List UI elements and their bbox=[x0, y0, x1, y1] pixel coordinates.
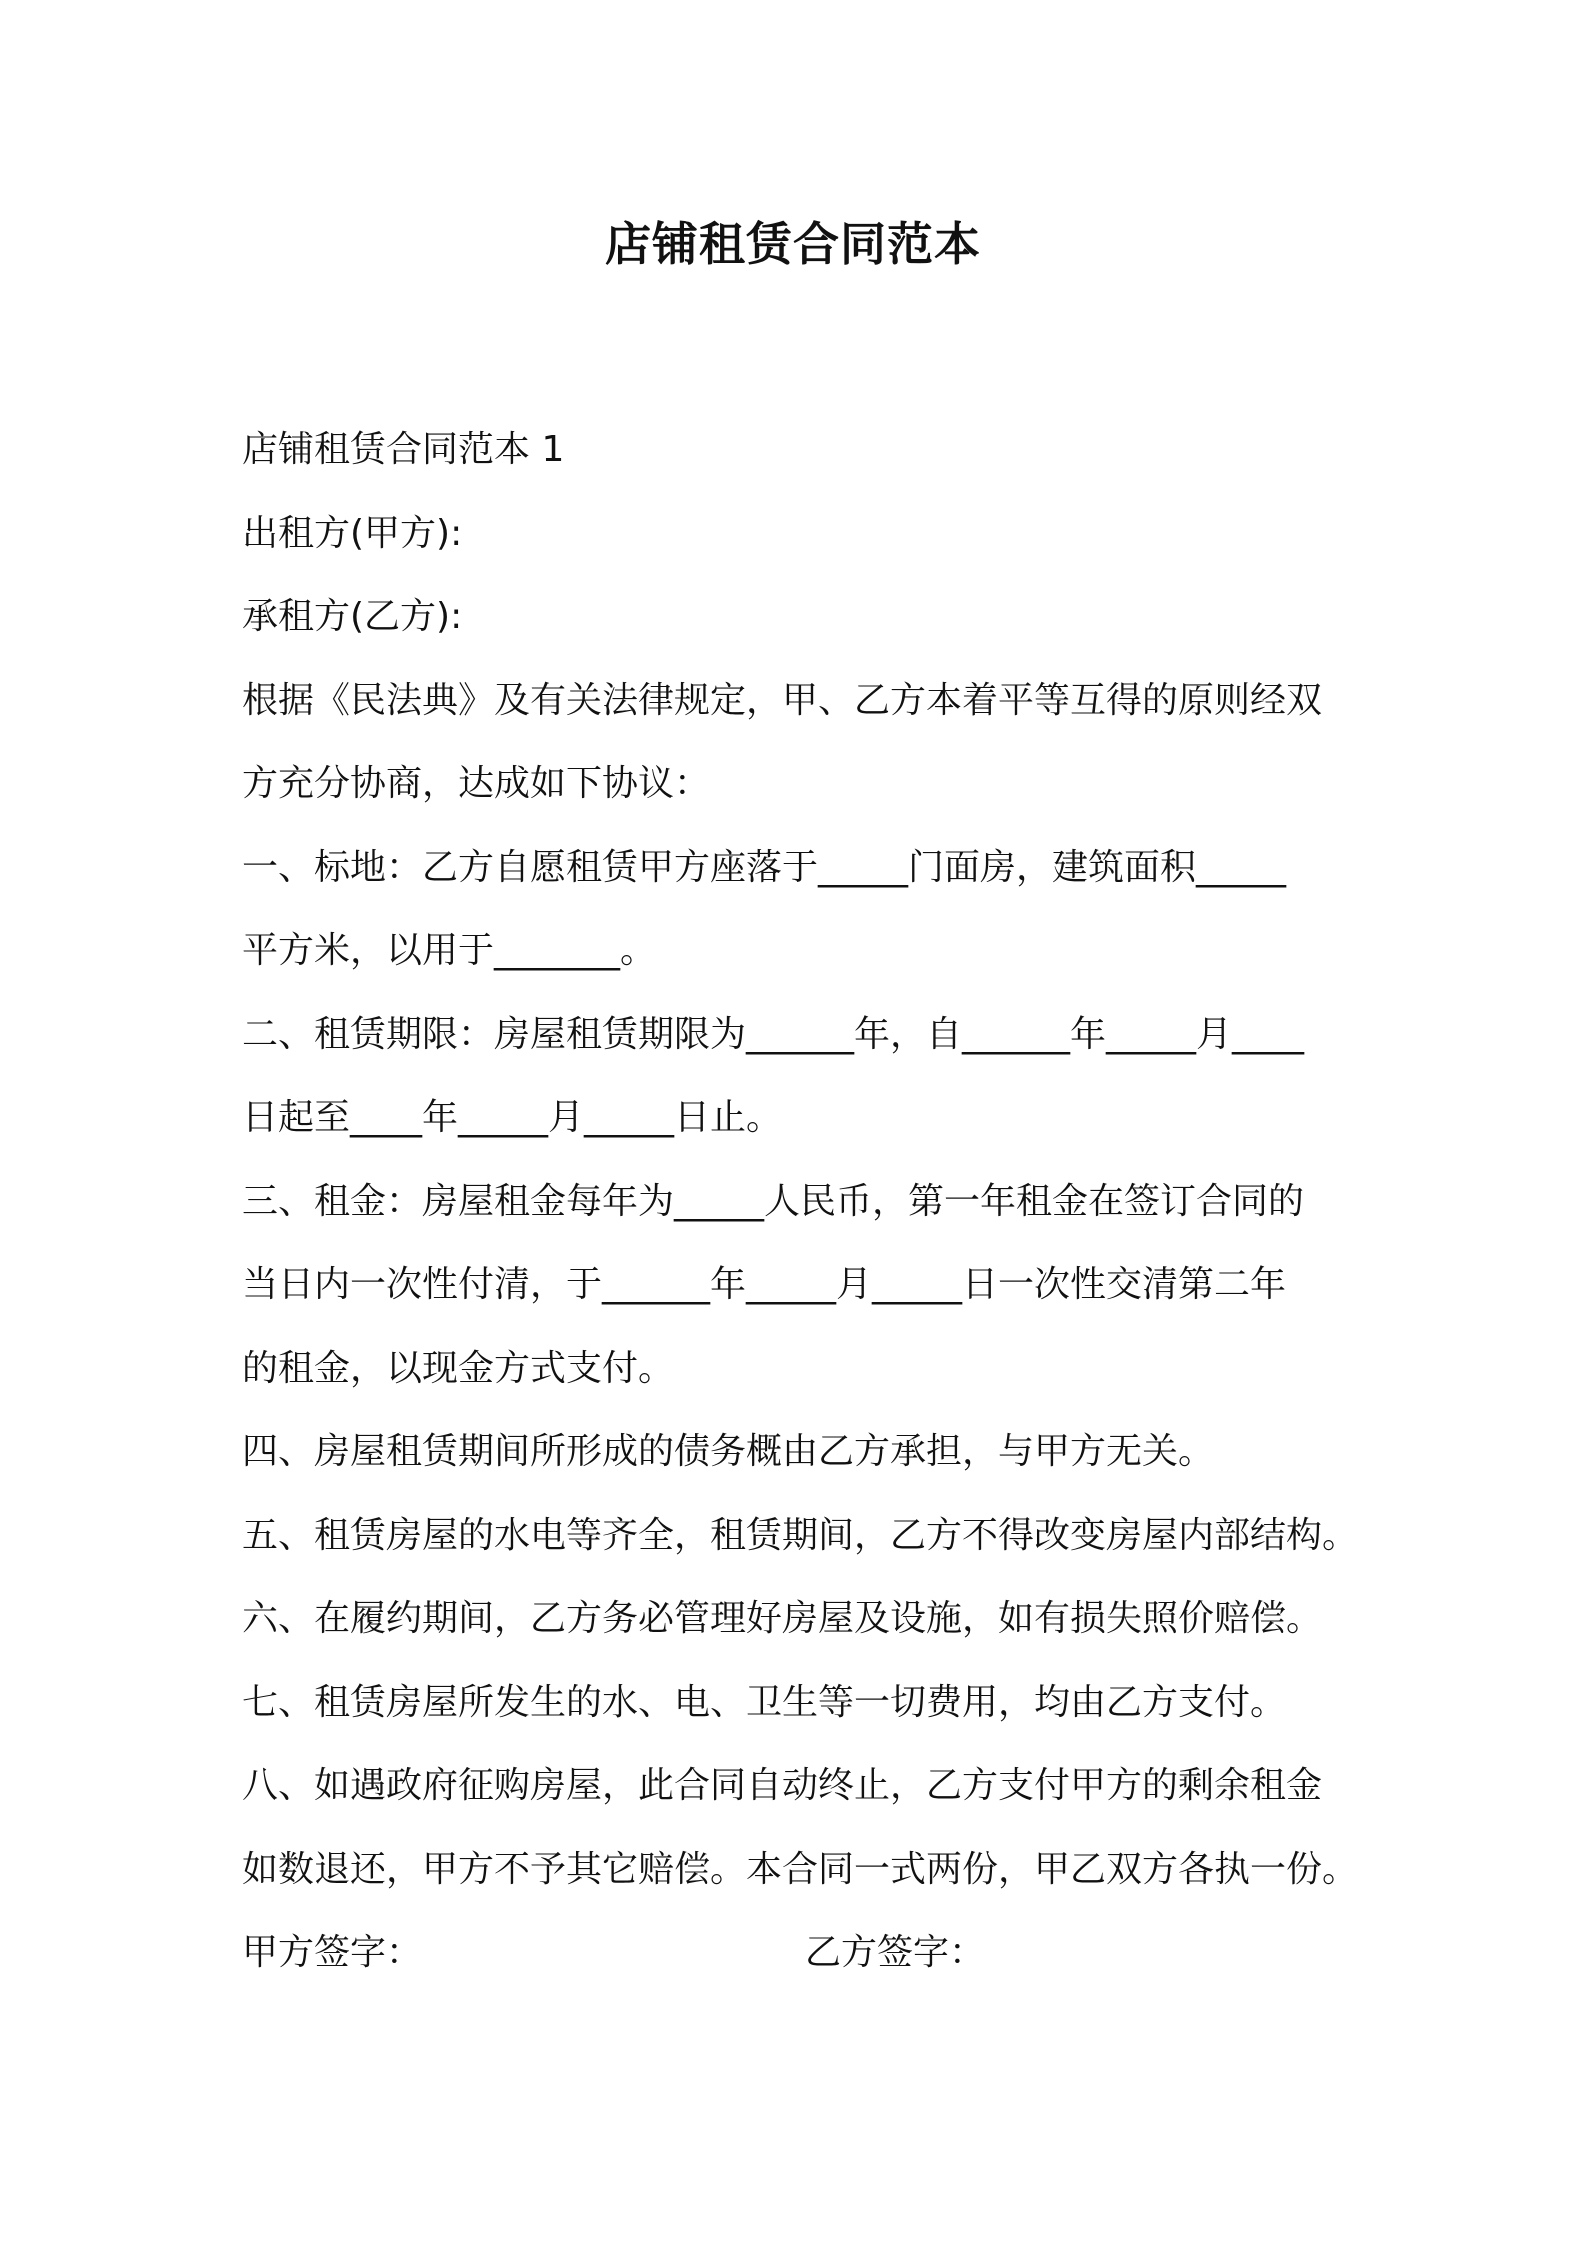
party-b-signature-label: 乙方签字： bbox=[805, 1932, 986, 1973]
clause-8-line: 如数退还，甲方不予其它赔偿。本合同一式两份，甲乙双方各执一份。 bbox=[242, 1848, 1359, 1890]
signature-row bbox=[242, 1911, 1362, 1995]
paragraph-line: 方充分协商，达成如下协议： bbox=[242, 763, 711, 804]
clause-4-line: 四、房屋租赁期间所形成的债务概由乙方承担，与甲方无关。 bbox=[242, 1431, 1215, 1472]
clause-2-line: 日起至____年_____月_____日止。 bbox=[242, 1097, 783, 1138]
clause-5-line: 五、租赁房屋的水电等齐全，租赁期间，乙方不得改变房屋内部结构。 bbox=[242, 1514, 1359, 1556]
clause-6-line: 六、在履约期间，乙方务必管理好房屋及设施，如有损失照价赔偿。 bbox=[242, 1598, 1323, 1639]
clause-3-line: 的租金，以现金方式支付。 bbox=[242, 1347, 675, 1389]
party-a-signature-label: 甲方签字： bbox=[242, 1932, 423, 1973]
lessor-line: 出租方(甲方): bbox=[242, 512, 463, 554]
document-title: 店铺租赁合同范本 bbox=[605, 217, 981, 271]
lessee-line: 承租方(乙方): bbox=[242, 596, 463, 637]
clause-3-line: 当日内一次性付清，于______年_____月_____日一次性交清第二年 bbox=[242, 1264, 1287, 1305]
clause-3-line: 三、租金：房屋租金每年为_____人民币，第一年租金在签订合同的 bbox=[242, 1180, 1305, 1222]
clause-1-line: 平方米，以用于_______。 bbox=[242, 930, 657, 971]
clause-1-line: 一、标地：乙方自愿租赁甲方座落于_____门面房，建筑面积_____ bbox=[242, 846, 1287, 888]
paragraph-line: 根据《民法典》及有关法律规定，甲、乙方本着平等互得的原则经双 bbox=[242, 679, 1323, 721]
clause-2-line: 二、租赁期限：房屋租赁期限为______年，自______年_____月____ bbox=[242, 1013, 1305, 1055]
contract-heading: 店铺租赁合同范本 1 bbox=[242, 429, 565, 470]
clause-7-line: 七、租赁房屋所发生的水、电、卫生等一切费用，均由乙方支付。 bbox=[242, 1681, 1287, 1723]
clause-8-line: 八、如遇政府征购房屋，此合同自动终止，乙方支付甲方的剩余租金 bbox=[242, 1765, 1323, 1806]
document-body bbox=[242, 408, 1362, 1995]
